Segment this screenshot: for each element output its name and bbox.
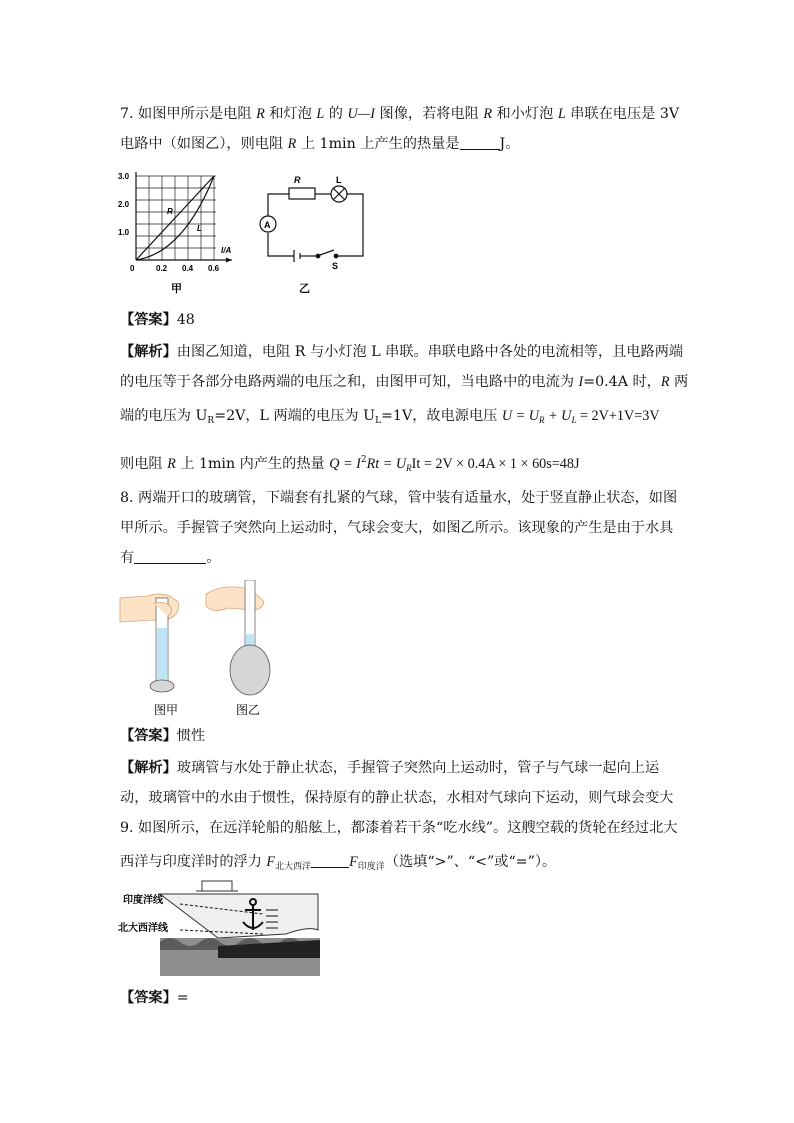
q7-analysis-1 [120, 342, 684, 362]
subscript: L [375, 416, 382, 426]
ship-illustration [118, 876, 328, 982]
analysis-label: 【解析】 [120, 760, 177, 776]
tube-illustration [118, 580, 288, 720]
var-R: R [483, 106, 493, 122]
text: 和灯泡 [264, 106, 317, 122]
ui-graph [118, 168, 243, 296]
q7-analysis-4 [120, 450, 680, 478]
text: 两 [669, 374, 689, 390]
equation: = 2V+1V=3V [576, 408, 660, 424]
text: 上 1min 上产生的热量是 [296, 136, 460, 152]
text: 西洋与印度洋时的浮力 [120, 854, 267, 870]
var-I: I [578, 374, 584, 390]
answer-label: 【答案】 [120, 990, 177, 1006]
curve-label-L: L [197, 224, 202, 233]
text: 则电阻 [120, 456, 168, 472]
text: =1V，故电源电压 [381, 408, 502, 424]
text: 串联在电压是 3V [565, 106, 680, 122]
answer-blank [311, 853, 349, 868]
equation: + U [544, 408, 572, 424]
text: 玻璃管与水处于静止状态，手握管子突然向上运动时，管子与气球一起向上运 [176, 760, 660, 776]
var-F: F [349, 854, 358, 870]
q8-analysis-2: 动，玻璃管中的水由于惯性，保持原有的静止状态，水相对气球向下运动，则气球会变大 [120, 790, 674, 806]
subscript: 印度洋 [357, 862, 385, 872]
caption-right: 图乙 [236, 703, 261, 717]
caption: 甲 [171, 283, 182, 295]
text: 7. 如图甲所示是电阻 [120, 106, 257, 122]
q7-line2 [120, 134, 680, 154]
q8-line3 [120, 548, 680, 568]
resistor-label: R [294, 175, 301, 185]
text: =0.4A 时， [583, 374, 661, 390]
label-india-line: 印度洋线 [123, 895, 163, 906]
q7-line1 [120, 104, 680, 124]
x-tick: 0.6 [208, 264, 220, 273]
equation: U = U [501, 408, 540, 424]
q9-line2 [120, 852, 680, 877]
y-tick: 2.0 [118, 200, 130, 209]
q8-analysis-1 [120, 758, 680, 778]
lamp-label: L [336, 175, 342, 185]
text: =2V，L 两端的电压为 U [214, 408, 376, 424]
text: J。 [499, 136, 520, 152]
var-R: R [256, 106, 265, 122]
answer-label: 【答案】 [120, 312, 177, 328]
text: 有 [120, 550, 135, 566]
label-north-atlantic-line: 北大西洋线 [118, 923, 168, 934]
q7-answer [120, 310, 680, 330]
x-axis-label: I/A [221, 246, 232, 255]
switch-label: S [332, 261, 339, 271]
text: 的电压等于各部分电路两端的电压之和，由图甲可知，当电路中的电流为 [120, 374, 579, 390]
var-R: R [660, 374, 670, 390]
subscript: 北大西洋 [275, 862, 312, 872]
equation: Q = I [329, 456, 361, 472]
q9-answer [120, 988, 680, 1008]
equation: It = 2V × 0.4A × 1 × 60s=48J [411, 456, 580, 472]
answer-value: = [176, 990, 189, 1006]
ammeter-label: A [264, 220, 271, 230]
y-tick: 1.0 [118, 228, 130, 237]
q8-line2: 甲所示。手握管子突然向上运动时，气球会变大，如图乙所示。该现象的产生是由于水具 [120, 520, 674, 536]
text: （选填“>”、“<”或“=”）。 [384, 854, 557, 870]
x-tick: 0.2 [156, 264, 168, 273]
answer-blank [134, 549, 206, 564]
answer-blank [460, 135, 500, 150]
text: 。 [206, 550, 221, 566]
equation: Rt = U [366, 456, 407, 472]
var-L: L [316, 106, 325, 122]
text: 由图乙知道，电阻 R 与小灯泡 L 串联。串联电路中各处的电流相等，且电路两端 [176, 344, 684, 360]
answer-value: 惯性 [176, 728, 206, 744]
answer-label: 【答案】 [120, 728, 177, 744]
caption-left: 图甲 [154, 703, 179, 717]
var-R: R [287, 136, 297, 152]
text: 的 [324, 106, 348, 122]
x-tick: 0 [130, 264, 135, 273]
var-UI: U—I [347, 106, 376, 122]
var-F: F [266, 854, 276, 870]
subscript: L [571, 415, 577, 425]
answer-value: 48 [176, 312, 195, 328]
analysis-label: 【解析】 [120, 344, 177, 360]
q7-analysis-3 [120, 406, 680, 431]
text: 电路中（如图乙），则电阻 [120, 136, 288, 152]
circuit-diagram [254, 170, 369, 296]
q8-line1: 8. 两端开口的玻璃管，下端套有扎紧的气球，管中装有适量水，处于竖直静止状态，如图 [120, 490, 678, 506]
text: 端的电压为 U [120, 408, 208, 424]
caption: 乙 [299, 283, 310, 295]
q8-answer [120, 726, 680, 746]
curve-label-R: R [167, 207, 173, 216]
text: 和小灯泡 [492, 106, 558, 122]
superscript: 2 [360, 455, 367, 465]
q7-analysis-2 [120, 372, 689, 392]
subscript: R [406, 463, 412, 473]
var-L: L [557, 106, 566, 122]
subscript: R [539, 415, 545, 425]
q9-line1: 9. 如图所示，在远洋轮船的船舷上，都漆着若干条“吃水线”。这艘空载的货轮在经过北大 [120, 820, 678, 836]
y-tick: 3.0 [118, 172, 130, 181]
var-R: R [167, 456, 176, 472]
text: 上 1min 内产生的热量 [175, 456, 330, 472]
x-tick: 0.4 [182, 264, 194, 273]
subscript: R [207, 416, 215, 426]
text: 图像，若将电阻 [375, 106, 484, 122]
